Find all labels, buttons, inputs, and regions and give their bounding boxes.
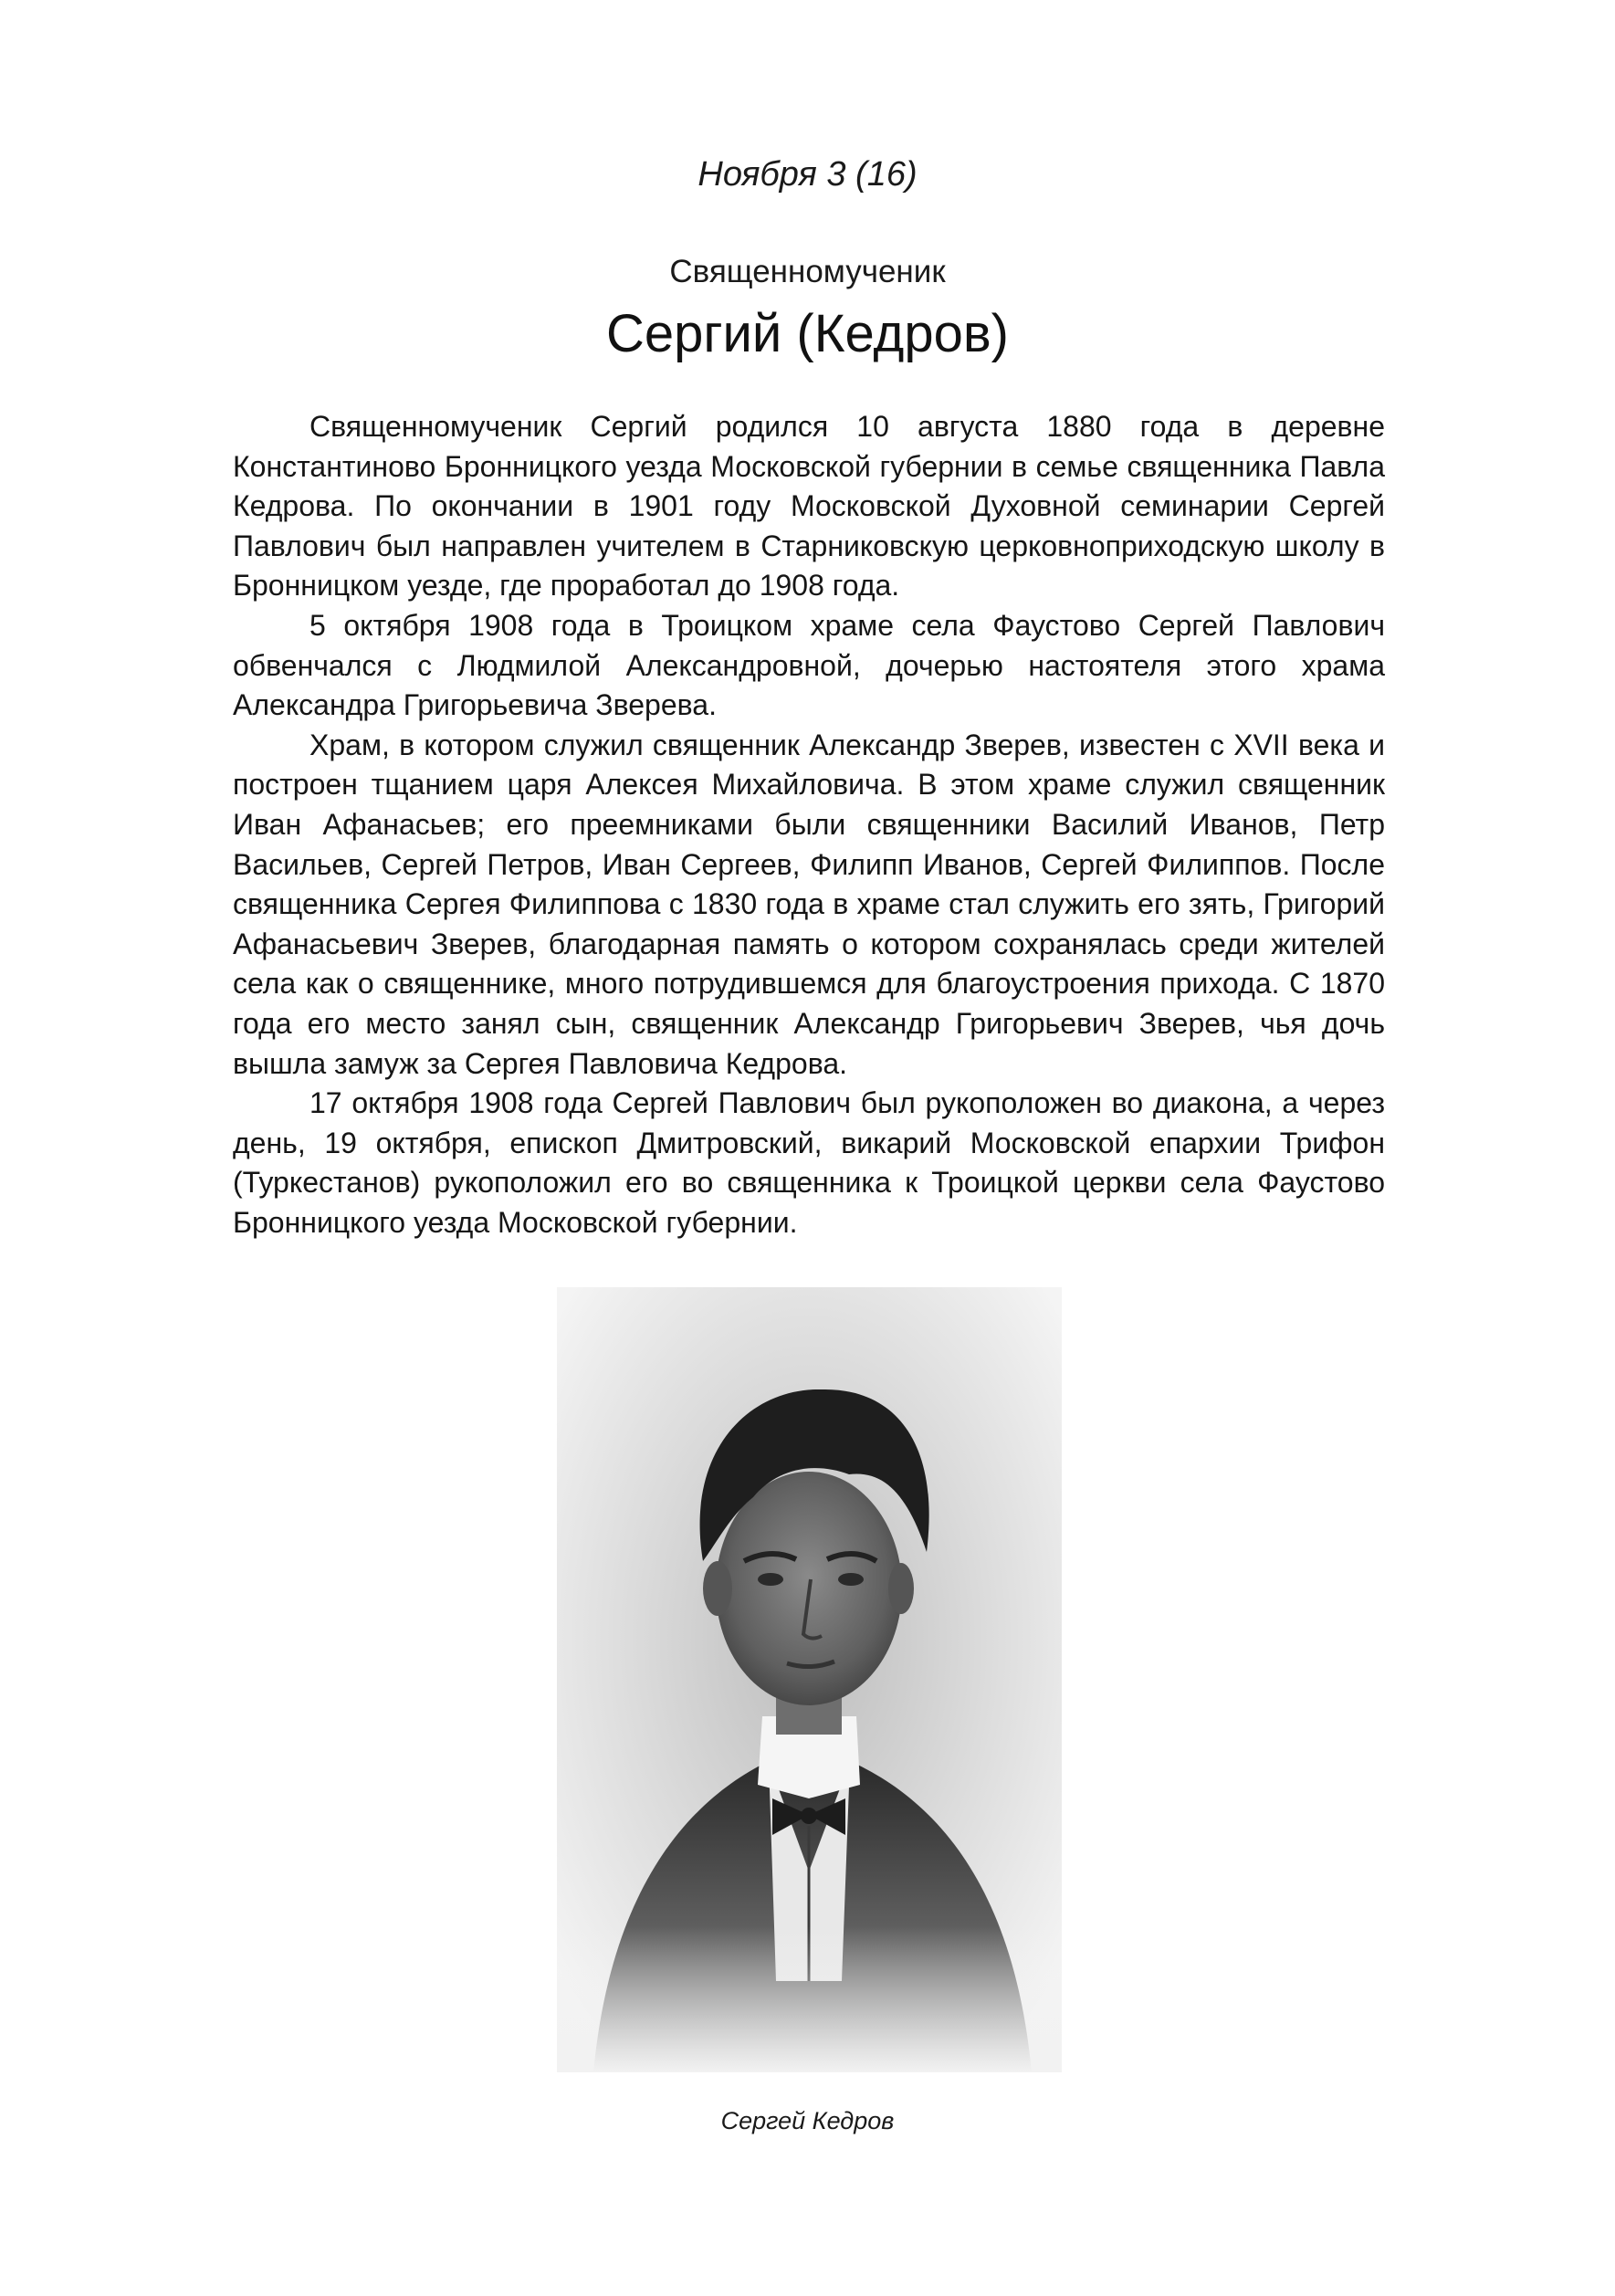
paragraph: 17 октября 1908 года Сергей Павлович был рукоположен во диакона, а через день, 19 октября, епископ Дмитровский, викарий Московской епархии Трифон (Туркестанов) рукоположил его во священника к Троицкой церкви села Фаустово Бронницкого уезда Московской губернии. <box>233 1086 1385 1239</box>
page-title: Сергий (Кедров) <box>605 304 1010 363</box>
paragraph: Священномученик Сергий родился 10 августа 1880 года в деревне Константиново Бронницкого уезда Московской губернии в семье священника Павла Кедрова. По окончании в 1901 году Московской Духовной семинарии Сергей Павлович был направлен учителем в Старниковскую церковноприходскую школу в Бронницком уезде, где проработал до 1908 года. <box>233 410 1385 603</box>
photo-caption: Сергей Кедров <box>720 2107 895 2134</box>
portrait-image <box>557 1287 1062 2072</box>
date-heading: Ноября 3 (16) <box>697 155 918 194</box>
rank-subtitle: Священномученик <box>669 254 946 289</box>
body-text <box>233 407 1385 1242</box>
paragraph: 5 октября 1908 года в Троицком храме села Фаустово Сергей Павлович обвенчался с Людмилой Александровной, дочерью настоятеля этого храма Александра Григорьевича Зверева. <box>233 608 1385 722</box>
paragraph: Храм, в котором служил священник Александр Зверев, известен с XVII века и построен тщанием царя Алексея Михайловича. В этом храме служил священник Иван Афанасьев; его преемниками были священники Василий Иванов, Петр Васильев, Сергей Петров, Иван Сергеев, Филипп Иванов, Сергей Филиппов. После священника Сергея Филиппова с 1830 года в храме стал служить его зять, Григорий Афанасьевич Зверев, благодарная память о котором сохранялась среди жителей села как о священнике, много потрудившемся для благоустроения прихода. С 1870 года его место занял сын, священник Александр Григорьевич Зверев, чья дочь вышла замуж за Сергея Павловича Кедрова. <box>233 728 1385 1080</box>
portrait-photo <box>557 1287 1062 2072</box>
